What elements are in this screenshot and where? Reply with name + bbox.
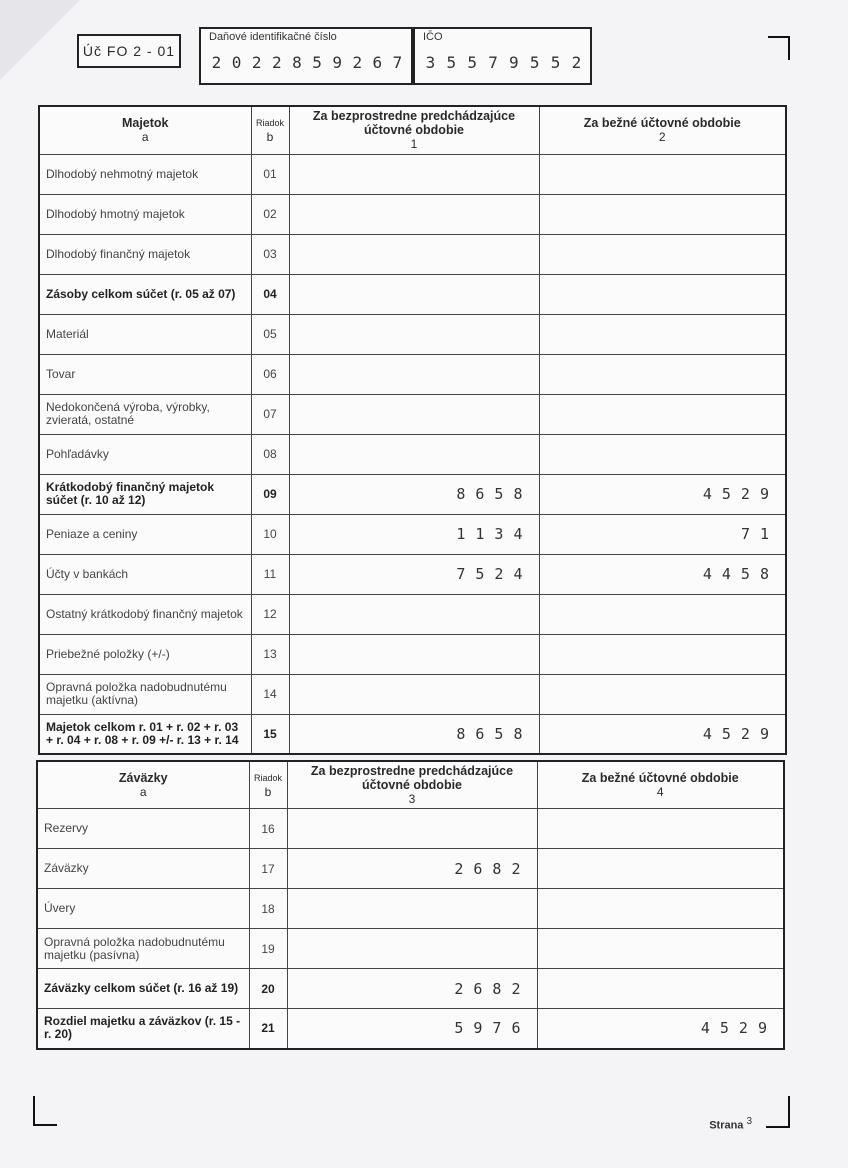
row-label-cell: Opravná položka nadobudnutému majetku (aktívna) xyxy=(39,674,251,714)
form-id: Úč FO 2 - 01 xyxy=(82,43,176,59)
table-row xyxy=(39,514,786,554)
row-number-cell: 04 xyxy=(251,274,289,314)
current-period-amount-cell[interactable] xyxy=(539,194,786,234)
ico-digit: 5 xyxy=(446,53,457,72)
row-label-cell: Opravná položka nadobudnutému majetku (pasívna) xyxy=(37,929,249,969)
liabilities-table xyxy=(36,760,785,1050)
current-period-amount-cell[interactable] xyxy=(539,634,786,674)
table-row xyxy=(39,634,786,674)
liab-col-b-sub: b xyxy=(264,785,272,799)
prev-period-amount-cell[interactable] xyxy=(289,434,539,474)
table-row xyxy=(37,809,784,849)
prev-period-amount: 5976 xyxy=(454,1019,531,1038)
assets-col-a-title: Majetok xyxy=(121,116,169,131)
current-period-amount: 71 xyxy=(740,525,779,543)
corner-registration-mark xyxy=(768,36,790,60)
row-number-cell: 18 xyxy=(249,889,287,929)
row-label-cell: Majetok celkom r. 01 + r. 02 + r. 03 + r. 04 + r. 08 + r. 09 +/- r. 13 + r. 14 xyxy=(39,714,251,754)
assets-table xyxy=(38,105,787,755)
current-period-amount-cell[interactable] xyxy=(539,354,786,394)
prev-period-amount-cell[interactable] xyxy=(289,314,539,354)
row-number-cell: 05 xyxy=(251,314,289,354)
table-row xyxy=(39,234,786,274)
row-label-cell: Nedokončená výroba, výrobky, zvieratá, ostatné xyxy=(39,394,251,434)
table-row xyxy=(37,849,784,889)
current-period-amount-cell[interactable] xyxy=(539,154,786,194)
table-row xyxy=(37,929,784,969)
current-period-amount-cell[interactable] xyxy=(539,314,786,354)
row-number-cell: 11 xyxy=(251,554,289,594)
prev-period-amount-cell[interactable] xyxy=(287,969,537,1009)
row-label-cell: Dlhodobý hmotný majetok xyxy=(39,194,251,234)
prev-period-amount-cell[interactable] xyxy=(289,194,539,234)
page-number-value: 3 xyxy=(746,1116,752,1128)
form-id-box xyxy=(77,34,181,68)
row-number-cell: 01 xyxy=(251,154,289,194)
table-row xyxy=(39,154,786,194)
prev-period-amount-cell[interactable] xyxy=(289,154,539,194)
row-number-cell: 02 xyxy=(251,194,289,234)
prev-period-amount: 8658 xyxy=(456,485,533,503)
tax-id-digit: 2 xyxy=(251,53,262,72)
prev-period-amount: 2682 xyxy=(454,859,531,878)
current-period-amount-cell[interactable] xyxy=(537,1009,784,1049)
current-period-amount-cell[interactable] xyxy=(539,514,786,554)
row-label-cell: Záväzky celkom súčet (r. 16 až 19) xyxy=(37,969,249,1009)
prev-period-amount-cell[interactable] xyxy=(289,274,539,314)
tax-id-digit: 9 xyxy=(332,53,342,72)
prev-period-amount-cell[interactable] xyxy=(289,394,539,434)
row-number-cell: 12 xyxy=(251,594,289,634)
prev-period-amount: 7524 xyxy=(456,565,533,583)
current-period-amount-cell[interactable] xyxy=(537,809,784,849)
assets-col-2-sub: 2 xyxy=(658,130,666,145)
row-label-cell: Ostatný krátkodobý finančný majetok xyxy=(39,594,251,634)
tax-id-digit: 0 xyxy=(231,53,242,72)
ico-digit: 5 xyxy=(467,53,477,72)
row-number-cell: 17 xyxy=(249,849,287,889)
prev-period-amount-cell[interactable] xyxy=(289,634,539,674)
prev-period-amount-cell[interactable] xyxy=(289,714,539,754)
row-label-cell: Zásoby celkom súčet (r. 05 až 07) xyxy=(39,274,251,314)
row-number-cell: 06 xyxy=(251,354,289,394)
assets-col-b-sub: b xyxy=(266,130,274,145)
row-label-cell: Materiál xyxy=(39,314,251,354)
folded-page-corner xyxy=(0,0,80,80)
row-number-cell: 16 xyxy=(249,809,287,849)
row-label-cell: Úvery xyxy=(37,889,249,929)
row-label-cell: Krátkodobý finančný majetok súčet (r. 10 až 12) xyxy=(39,474,251,514)
assets-col-a-header xyxy=(39,106,251,154)
tax-id-digit: 2 xyxy=(352,53,363,72)
row-number-cell: 10 xyxy=(251,514,289,554)
assets-col-b-header xyxy=(251,106,289,154)
prev-period-amount-cell[interactable] xyxy=(287,809,537,849)
tax-id-digit: 2 xyxy=(211,53,222,72)
current-period-amount-cell[interactable] xyxy=(539,274,786,314)
row-number-cell: 07 xyxy=(251,394,289,434)
assets-col-a-sub: a xyxy=(141,130,149,145)
assets-col-b-title: Riadok xyxy=(255,118,284,129)
liab-col-a-title: Záväzky xyxy=(118,771,168,785)
row-label-cell: Záväzky xyxy=(37,849,249,889)
row-number-cell: 03 xyxy=(251,234,289,274)
tax-id-box xyxy=(199,27,413,85)
prev-period-amount: 2682 xyxy=(454,979,531,998)
liab-col-4-title: Za bežné účtovné obdobie xyxy=(581,771,739,785)
tax-id-label: Daňové identifikačné číslo xyxy=(209,31,337,43)
row-number-cell: 13 xyxy=(251,634,289,674)
current-period-amount: 4458 xyxy=(702,565,779,583)
liab-col-a-header xyxy=(37,761,249,809)
current-period-amount: 4529 xyxy=(702,485,779,503)
table-row xyxy=(37,969,784,1009)
liab-col-4-sub: 4 xyxy=(656,785,664,799)
row-number-cell: 14 xyxy=(251,674,289,714)
table-row xyxy=(37,1009,784,1049)
prev-period-amount-cell[interactable] xyxy=(287,889,537,929)
corner-registration-mark xyxy=(766,1096,790,1128)
prev-period-amount-cell[interactable] xyxy=(289,594,539,634)
current-period-amount: 4529 xyxy=(702,724,779,743)
row-label-cell: Peniaze a ceniny xyxy=(39,514,251,554)
tax-id-digit: 6 xyxy=(372,53,383,72)
row-label-cell: Účty v bankách xyxy=(39,554,251,594)
tax-id-digit: 5 xyxy=(312,53,322,72)
liab-col-3-title: Za bezprostredne predchádzajúce účtovné obdobie xyxy=(310,764,514,792)
current-period-amount-cell[interactable] xyxy=(537,929,784,969)
table-row xyxy=(39,394,786,434)
ico-digit: 2 xyxy=(571,53,582,72)
assets-col-1-sub: 1 xyxy=(410,137,418,152)
row-number-cell: 15 xyxy=(251,714,289,754)
table-row xyxy=(39,714,786,754)
liab-col-b-title: Riadok xyxy=(253,773,282,783)
row-number-cell: 20 xyxy=(249,969,287,1009)
current-period-amount-cell[interactable] xyxy=(539,674,786,714)
ico-label: IČO xyxy=(423,31,443,43)
table-row xyxy=(37,889,784,929)
liab-col-3-header xyxy=(287,761,537,809)
liab-col-a-sub: a xyxy=(139,785,147,799)
row-label-cell: Dlhodobý nehmotný majetok xyxy=(39,154,251,194)
prev-period-amount: 1134 xyxy=(456,525,533,543)
prev-period-amount-cell[interactable] xyxy=(287,849,537,889)
corner-registration-mark xyxy=(33,1096,57,1126)
row-number-cell: 21 xyxy=(249,1009,287,1049)
assets-col-2-header xyxy=(539,106,786,154)
ico-digits xyxy=(421,53,586,72)
current-period-amount-cell[interactable] xyxy=(539,394,786,434)
table-row xyxy=(39,594,786,634)
table-row xyxy=(39,314,786,354)
prev-period-amount: 8658 xyxy=(456,724,533,743)
prev-period-amount-cell[interactable] xyxy=(287,929,537,969)
row-label-cell: Pohľadávky xyxy=(39,434,251,474)
current-period-amount-cell[interactable] xyxy=(539,714,786,754)
tax-id-digit: 7 xyxy=(392,53,403,72)
liab-col-3-sub: 3 xyxy=(408,792,416,806)
current-period-amount-cell[interactable] xyxy=(539,234,786,274)
tax-id-digit: 2 xyxy=(272,53,282,72)
prev-period-amount-cell[interactable] xyxy=(289,514,539,554)
table-row xyxy=(39,194,786,234)
current-period-amount-cell[interactable] xyxy=(539,434,786,474)
row-number-cell: 19 xyxy=(249,929,287,969)
prev-period-amount-cell[interactable] xyxy=(289,354,539,394)
current-period-amount-cell[interactable] xyxy=(537,889,784,929)
liab-col-b-header xyxy=(249,761,287,809)
current-period-amount-cell[interactable] xyxy=(537,969,784,1009)
prev-period-amount-cell[interactable] xyxy=(287,1009,537,1049)
assets-col-1-title: Za bezprostredne predchádzajúce účtovné obdobie xyxy=(312,109,516,138)
assets-col-1-header xyxy=(289,106,539,154)
table-row xyxy=(39,554,786,594)
current-period-amount-cell[interactable] xyxy=(539,554,786,594)
liab-col-4-header xyxy=(537,761,784,809)
prev-period-amount-cell[interactable] xyxy=(289,234,539,274)
ico-digit: 9 xyxy=(509,53,519,72)
row-label-cell: Dlhodobý finančný majetok xyxy=(39,234,251,274)
row-label-cell: Rezervy xyxy=(37,809,249,849)
ico-digit: 5 xyxy=(550,53,561,72)
prev-period-amount-cell[interactable] xyxy=(289,554,539,594)
page-number xyxy=(709,1116,752,1132)
table-row xyxy=(39,474,786,514)
current-period-amount: 4529 xyxy=(700,1019,777,1038)
row-number-cell: 08 xyxy=(251,434,289,474)
ico-box xyxy=(413,27,592,85)
page-label: Strana xyxy=(709,1120,744,1132)
assets-col-2-title: Za bežné účtovné obdobie xyxy=(583,116,741,131)
row-label-cell: Priebežné položky (+/-) xyxy=(39,634,251,674)
prev-period-amount-cell[interactable] xyxy=(289,474,539,514)
table-row xyxy=(39,674,786,714)
current-period-amount-cell[interactable] xyxy=(539,474,786,514)
ico-digit: 3 xyxy=(425,53,436,72)
row-label-cell: Rozdiel majetku a záväzkov (r. 15 - r. 20) xyxy=(37,1009,249,1049)
tax-id-digit: 8 xyxy=(292,53,302,72)
table-row xyxy=(39,354,786,394)
row-label-cell: Tovar xyxy=(39,354,251,394)
prev-period-amount-cell[interactable] xyxy=(289,674,539,714)
current-period-amount-cell[interactable] xyxy=(537,849,784,889)
table-row xyxy=(39,274,786,314)
ico-digit: 5 xyxy=(529,53,540,72)
tax-id-digits xyxy=(207,53,407,72)
row-number-cell: 09 xyxy=(251,474,289,514)
table-row xyxy=(39,434,786,474)
ico-digit: 7 xyxy=(488,53,498,72)
current-period-amount-cell[interactable] xyxy=(539,594,786,634)
